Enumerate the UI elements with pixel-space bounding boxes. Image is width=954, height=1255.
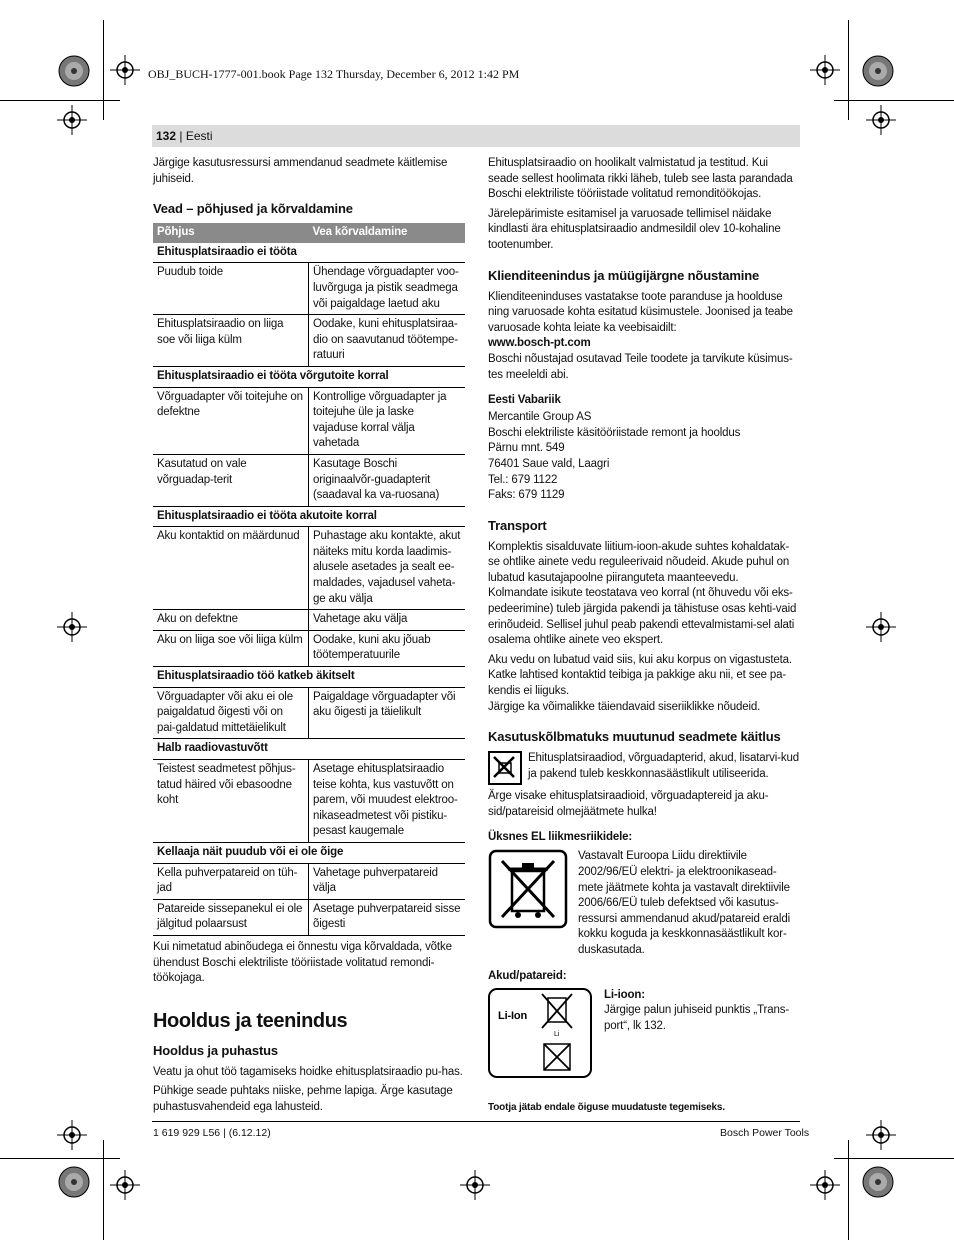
print-header: OBJ_BUCH-1777-001.book Page 132 Thursday, December 6, 2012 1:42 PM <box>148 67 520 81</box>
registration-mark-icon <box>57 1120 87 1150</box>
section-title: Halb raadiovastuvõtt <box>153 739 465 760</box>
country-heading: Eesti Vabariik <box>488 394 561 407</box>
cause-cell: Võrguadapter või aku ei ole paigaldatud õigesti või on pai-galdatud mittetäielikult <box>153 687 309 739</box>
disposal-row <box>488 751 800 785</box>
fix-cell: Vahetage aku välja <box>309 610 466 631</box>
table-row <box>153 610 465 631</box>
service-text-2: Boschi nõustajad osutavad Teile toodete ja tarvikute küsimus-tes meeleldi abi. <box>488 352 793 381</box>
right-column <box>488 156 800 1115</box>
address-line: 76401 Saue vald, Laagri <box>488 457 610 470</box>
address-line: Mercantile Group AS <box>488 411 592 424</box>
address-line: Tel.: 679 1122 <box>488 473 558 486</box>
table-section-row <box>153 842 465 863</box>
faults-heading: Vead – põhjused ja kõrvaldamine <box>153 201 353 217</box>
eu-text: Vastavalt Euroopa Liidu direktiivile 2002/96/EÜ elektri- ja elektroonikasead-mete jäätmete kohta ja vastavalt direktiivile 2006/66/EÜ tuleb defektsed või kasutus-ressursi ammendanud akud/patareid eraldi kokku koguda ja keskkonnasäästlikult kor-duskasutada. <box>578 850 790 956</box>
intro-text: Järgige kasutusressursi ammendanud seadmete käitlemise juhiseid. <box>153 157 448 185</box>
fix-cell: Vahetage puhverpatareid välja <box>309 863 466 899</box>
transport-text-1: Komplektis sisalduvate liitium-ioon-akude suhtes kohaldatak-se ohtlike ainete vedu reguleerivaid nõudeid. Akude puhul on lubatud kasutajapoolne piiranguteta maanteevedu. Kolmandate isikute teostatava veo korral (nt õhuvedu või eks-pedeerimine) tuleb järgida pakendi ja tähistuse osas kehti-vaid erinõudeid. Sellisel juhul peab pakendi ettevalmistami-sel alati osalema ohtlike ainete veo ekspert. <box>488 540 797 647</box>
registration-mark-icon <box>866 1120 896 1150</box>
crossed-bin-icon <box>542 994 572 1028</box>
liion-row <box>488 988 800 1078</box>
eu-heading: Üksnes EL liikmesriikidele: <box>488 831 633 844</box>
registration-mark-icon <box>866 105 896 135</box>
care-text-1: Veatu ja ohut töö tagamiseks hoidke ehitusplatsiraadio pu-has. <box>153 1065 463 1078</box>
table-row <box>153 863 465 899</box>
cause-cell: Kasutatud on vale võrguadap-terit <box>153 454 309 506</box>
cause-cell: Patareide sissepanekul ei ole jälgitud polaarsust <box>153 899 309 935</box>
cause-cell: Puudub toide <box>153 263 309 315</box>
fix-cell: Paigaldage võrguadapter või aku õigesti ja täielikult <box>309 687 466 739</box>
disposal-text-2: Ärge visake ehitusplatsiraadioid, võrguadaptereid ja aku-sid/patareisid olmejäätmete hulka! <box>488 790 769 818</box>
page-language: Eesti <box>185 129 213 143</box>
address-line: Boschi elektriliste käsitööriistade remont ja hooldus <box>488 426 741 439</box>
registration-mark-icon <box>810 55 840 85</box>
crop-line <box>103 1140 104 1240</box>
registration-mark-icon <box>110 55 140 85</box>
fix-cell: Ühendage võrguadapter voo-luvõrguga ja pistik seadmega või paigaldage laetud aku <box>309 263 466 315</box>
table-section-row <box>153 667 465 688</box>
cause-cell: Võrguadapter või toitejuhe on defektne <box>153 387 309 454</box>
registration-mark-icon <box>57 105 87 135</box>
table-row <box>153 760 465 843</box>
crossed-battery-icon <box>544 1044 570 1070</box>
fix-cell: Oodake, kuni ehitusplatsiraa-dio on saavutanud töötempe-ratuuri <box>309 315 466 367</box>
service-heading: Klienditeenindus ja müügijärgne nõustamine <box>488 267 760 283</box>
page-header-band: 132 | Eesti <box>152 125 800 147</box>
transport-text-2: Aku vedu on lubatud vaid siis, kui aku korpus on vigastusteta. Katke lahtised kontaktid teibiga ja pakkige aku nii, et see pa-kendis ei liiguks. <box>488 653 792 698</box>
transport-heading: Transport <box>488 517 547 533</box>
table-header-cause: Põhjus <box>153 223 309 243</box>
table-row <box>153 687 465 739</box>
footer-brand: Bosch Power Tools <box>720 1127 810 1139</box>
footer-doc-number: 1 619 929 L56 | (6.12.12) <box>153 1127 271 1139</box>
table-row <box>153 263 465 315</box>
registration-mark-icon <box>866 612 896 642</box>
service-url[interactable]: www.bosch-pt.com <box>488 337 591 350</box>
care-text-2: Pühkige seade puhtaks niiske, pehme lapiga. Ärge kasutage puhastusvahendeid ega lahusteid. <box>153 1085 453 1113</box>
page-number: 132 <box>156 129 177 143</box>
crop-line <box>0 100 120 101</box>
registration-mark-icon <box>57 612 87 642</box>
section-title: Ehitusplatsiraadio töö katkeb äkitselt <box>153 667 465 688</box>
cause-cell: Aku on liiga soe või liiga külm <box>153 630 309 666</box>
table-header-fix: Vea kõrvaldamine <box>309 223 466 243</box>
table-section-row <box>153 506 465 527</box>
repair-text: Ehitusplatsiraadio on hoolikalt valmistatud ja testitud. Kui seade sellest hoolimata rikki läheb, tuleb see lasta parandada Boschi elektriliste tööriistade volitatud remonditöökojas. <box>488 157 793 201</box>
maintenance-heading: Hooldus ja teenindus <box>153 1009 348 1032</box>
section-title: Kellaaja näit puudub või ei ole õige <box>153 842 465 863</box>
table-row <box>153 315 465 367</box>
crop-line <box>834 1158 954 1159</box>
section-title: Ehitusplatsiraadio ei tööta võrgutoite korral <box>153 366 465 387</box>
cause-cell: Aku on defektne <box>153 610 309 631</box>
after-table-text: Kui nimetatud abinõudega ei õnnestu viga kõrvaldada, võtke ühendust Boschi elektriliste tööriistade volitatud remondi-töökojaga. <box>153 940 452 985</box>
care-heading: Hooldus ja puhastus <box>153 1042 278 1058</box>
left-column <box>153 156 465 1120</box>
address-line: Faks: 679 1129 <box>488 489 565 502</box>
fix-cell: Puhastage aku kontakte, akut näiteks mitu korda laadimis-alusele asetades ja sealt ee-maldades, vajadusel vaheta-ge aku välja <box>309 527 466 610</box>
address-line: Pärnu mnt. 549 <box>488 442 565 455</box>
table-section-row <box>153 366 465 387</box>
registration-mark-icon <box>110 1170 140 1200</box>
recycling-icon <box>488 751 522 785</box>
table-row <box>153 387 465 454</box>
liion-icon-small: Li <box>554 1030 560 1038</box>
table-row <box>153 527 465 610</box>
table-section-row <box>153 243 465 263</box>
liion-label: Li-ioon: <box>604 988 645 1001</box>
fix-cell: Asetage puhverpatareid sisse õigesti <box>309 899 466 935</box>
transport-text-3: Järgige ka võimalikke täiendavaid siseriiklikke nõudeid. <box>488 700 761 713</box>
liion-text: Järgige palun juhiseid punktis „Trans-port“, lk 132. <box>604 1004 789 1032</box>
part-number-text: Järelepärimiste esitamisel ja varuosade tellimisel näidake kindlasti ära ehitusplatsiraadio andmesildil olev 10-kohaline tootenumber. <box>488 207 781 251</box>
fix-cell: Kontrollige võrguadapter ja toitejuhe üle ja laske vajaduse korral välja vahetada <box>309 387 466 454</box>
section-title: Ehitusplatsiraadio ei tööta akutoite korral <box>153 506 465 527</box>
crossed-bin-icon <box>488 849 568 929</box>
table-row <box>153 899 465 935</box>
liion-icon-label: Li-Ion <box>498 1009 528 1022</box>
color-wheel-icon <box>862 55 894 87</box>
cause-cell: Kella puhverpatareid on tüh-jad <box>153 863 309 899</box>
section-title: Ehitusplatsiraadio ei tööta <box>153 243 465 263</box>
service-text-1: Klienditeeninduses vastatakse toote paranduse ja hoolduse ning varuosade kohta esitatud küsimustele. Joonised ja teabe varuosade kohta leiate ka veebisaidilt: <box>488 290 793 334</box>
color-wheel-icon <box>862 1166 894 1198</box>
crop-line <box>0 1158 120 1159</box>
battery-heading: Akud/patareid: <box>488 969 567 982</box>
disposal-text-1: Ehitusplatsiraadiod, võrguadapterid, akud, lisatarvi-kud ja pakend tuleb keskkonnasäästlikult utiliseerida. <box>528 752 799 780</box>
crop-line <box>834 100 954 101</box>
registration-mark-icon <box>810 1170 840 1200</box>
crop-line <box>848 20 849 120</box>
liion-battery-icon <box>488 988 592 1078</box>
color-wheel-icon <box>58 1166 90 1198</box>
cause-cell: Ehitusplatsiraadio on liiga soe või liiga külm <box>153 315 309 367</box>
crop-line <box>848 1140 849 1240</box>
table-section-row <box>153 739 465 760</box>
cause-cell: Teistest seadmetest põhjus-tatud häired või ebasoodne koht <box>153 760 309 843</box>
address-block <box>488 410 800 504</box>
eu-row <box>488 849 800 958</box>
crop-line <box>103 20 104 120</box>
color-wheel-icon <box>58 55 90 87</box>
fix-cell: Kasutage Boschi originaalvõr-guadapterit (saadaval ka va-ruosana) <box>309 454 466 506</box>
footer-divider <box>152 1121 800 1122</box>
changes-note: Tootja jätab endale õiguse muudatuste tegemiseks. <box>488 1101 725 1113</box>
cause-cell: Aku kontaktid on määrdunud <box>153 527 309 610</box>
disposal-heading: Kasutuskõlbmatuks muutunud seadmete käitlus <box>488 729 781 745</box>
table-row <box>153 454 465 506</box>
fix-cell: Asetage ehitusplatsiraadio teise kohta, kus vastuvõtt on parem, või muudest elektroo-nikaseadmetest või pistiku-pesast kaugemale <box>309 760 466 843</box>
registration-mark-icon <box>460 1170 490 1200</box>
table-row <box>153 630 465 666</box>
faults-table <box>153 223 465 936</box>
fix-cell: Oodake, kuni aku jõuab töötemperatuurile <box>309 630 466 666</box>
